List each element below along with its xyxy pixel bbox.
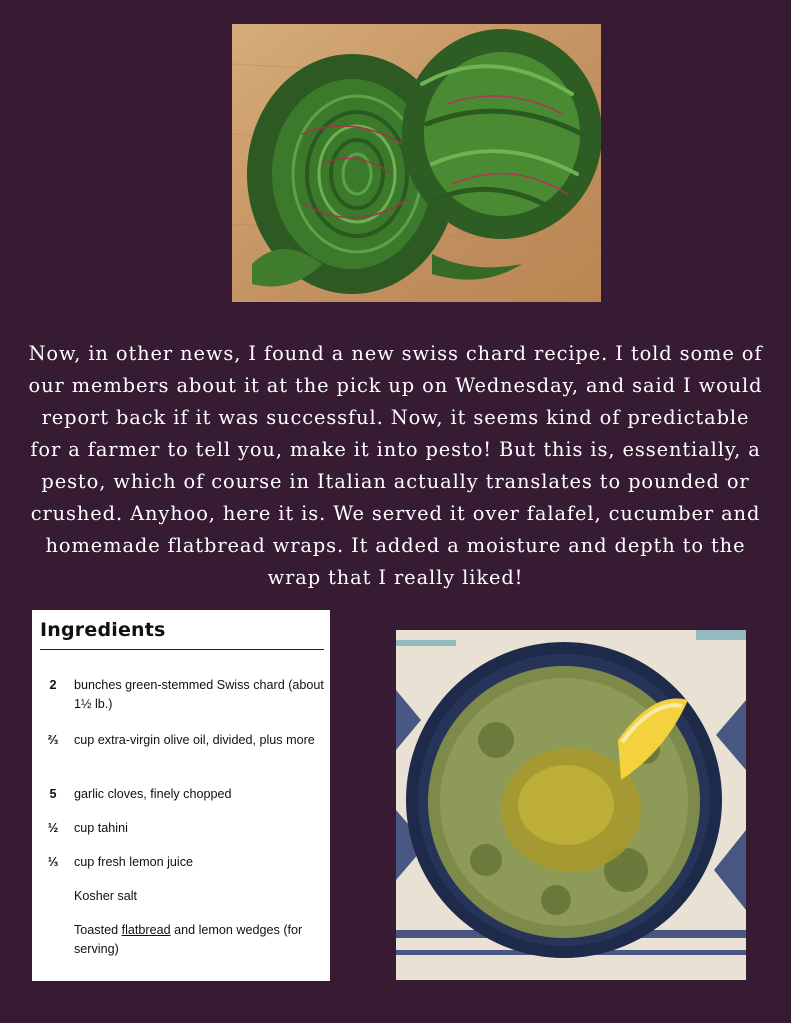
ingredient-text: cup tahini bbox=[74, 821, 128, 835]
chopped-chard-photo bbox=[232, 24, 601, 302]
pesto-illustration bbox=[396, 630, 746, 980]
ingredient-item bbox=[40, 853, 324, 872]
pesto-bowl-photo bbox=[396, 630, 746, 980]
ingredient-text: cup fresh lemon juice bbox=[74, 855, 194, 869]
intro-paragraph: Now, in other news, I found a new swiss chard recipe. I told some of our members about it at the pick up on Wednesday, and said I would report back if it was successful. Now, it seems kind of predictable for a farmer to tell you, make it into pesto! But this is, essentially, a pesto, which of course in Italian actually translates to pounded or crushed. Anyhoo, here it is. We served it over falafel, cucumber and homemade flatbread wraps. It added a moisture and depth to the wrap that I really liked! bbox=[28, 342, 763, 589]
flatbread-link[interactable]: flatbread bbox=[121, 923, 171, 937]
ingredient-text bbox=[66, 921, 324, 959]
ingredient-text: Kosher salt bbox=[74, 889, 137, 903]
ingredient-qty: ⅔ bbox=[47, 733, 59, 747]
ingredient-text: cup extra-virgin olive oil, divided, plus more bbox=[74, 733, 315, 747]
ingredient-item bbox=[40, 887, 324, 906]
ingredient-text-before: Toasted bbox=[74, 923, 122, 937]
ingredient-text-after: and lemon wedges (for serving) bbox=[74, 923, 303, 956]
ingredients-heading: Ingredients bbox=[40, 619, 324, 650]
chard-illustration bbox=[232, 24, 601, 302]
ingredient-qty: ½ bbox=[47, 821, 59, 835]
ingredient-text: garlic cloves, finely chopped bbox=[74, 787, 232, 801]
ingredient-item bbox=[40, 676, 324, 714]
ingredient-item bbox=[40, 819, 324, 838]
ingredient-qty: ⅓ bbox=[47, 855, 59, 869]
ingredient-item bbox=[40, 731, 324, 750]
ingredient-item bbox=[40, 921, 324, 959]
ingredient-item bbox=[40, 785, 324, 804]
ingredient-qty: 5 bbox=[49, 787, 57, 801]
ingredients-card bbox=[32, 610, 330, 981]
ingredient-text: bunches green-stemmed Swiss chard (about 1½ lb.) bbox=[74, 678, 324, 711]
ingredient-qty: 2 bbox=[49, 678, 57, 692]
